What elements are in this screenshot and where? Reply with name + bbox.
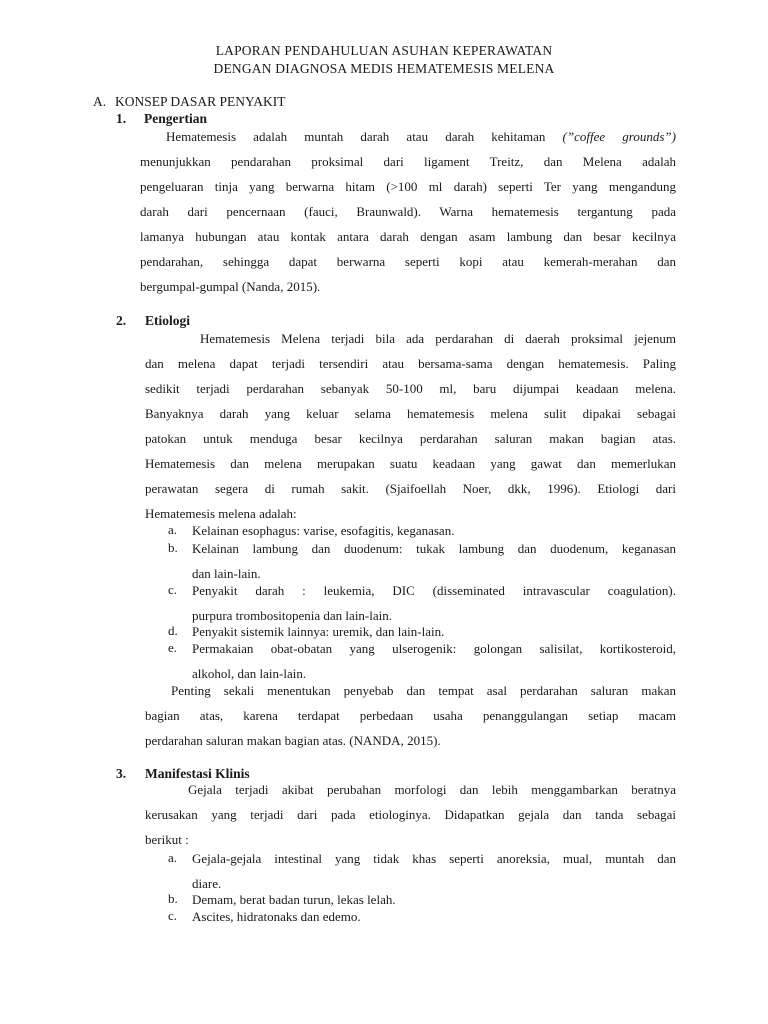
list-item-text: Kelainan lambung dan duodenum: tukak lambung dan duodenum, keganasan [192, 541, 676, 556]
etiologi-line-1: Hematemesis Melena terjadi bila ada perdarahan di daerah proksimal jejenum [200, 331, 676, 346]
list-item [168, 582, 676, 622]
subsection-2-title: Etiologi [145, 313, 191, 328]
list-item [168, 540, 676, 580]
list-item-text: Ascites, hidratonaks dan edemo. [192, 909, 361, 924]
list-item [168, 850, 676, 890]
etiologi-line-4: Banyaknya darah yang keluar selama hematemesis melena sulit dipakai sebagai [145, 406, 676, 421]
list-item [168, 522, 676, 542]
pengertian-line-3: pengeluaran tinja yang berwarna hitam (>100 ml darah) seperti Ter yang mengandung [140, 179, 676, 194]
list-item [168, 640, 676, 680]
etiologi-line-7: perawatan segera di rumah sakit. (Sjaifoellah Noer, dkk, 1996). Etiologi dari [145, 481, 676, 496]
subsection-1-number: 1. [116, 111, 127, 126]
list-item-marker: a. [168, 522, 178, 537]
etiologi-paragraph [145, 330, 676, 530]
section-a-label: A. [93, 94, 107, 109]
closing-line-2: bagian atas, karena terdapat perbedaan usaha penanggulangan setiap macam [145, 708, 676, 723]
pengertian-line-2: menunjukkan pendarahan proksimal dari ligament Treitz, dan Melena adalah [140, 154, 676, 169]
etiologi-line-6: Hematemesis dan melena merupakan suatu keadaan yang gawat dan memerlukan [145, 456, 676, 471]
closing-line-1: Penting sekali menentukan penyebab dan tempat asal perdarahan saluran makan [171, 683, 676, 698]
list-item-text: Gejala-gejala intestinal yang tidak khas seperti anoreksia, mual, muntah dan [192, 851, 676, 866]
pengertian-line-1: Hematemesis adalah muntah darah atau darah kehitaman (”coffee grounds”) [166, 129, 676, 144]
list-item-marker: b. [168, 540, 178, 555]
section-a-heading [93, 94, 286, 110]
subsection-3-number: 3. [116, 766, 127, 781]
list-item-text: Kelainan esophagus: varise, esofagitis, keganasan. [192, 523, 455, 538]
document-title-line-2: DENGAN DIAGNOSA MEDIS HEMATEMESIS MELENA [213, 61, 555, 76]
list-item-text-cont: diare. [192, 876, 222, 891]
coffee-grounds-term: (”coffee grounds”) [562, 129, 676, 144]
pengertian-line-6: pendarahan, sehingga dapat berwarna seperti kopi atau kemerah-merahan dan [140, 254, 676, 269]
list-item-marker: c. [168, 582, 178, 597]
list-item-marker: e. [168, 640, 178, 655]
etiologi-line-3: sedikit terjadi perdarahan sebanyak 50-100 ml, baru dijumpai keadaan melena. [145, 381, 676, 396]
pengertian-line-4: darah dari pencernaan (fauci, Braunwald). Warna hematemesis tergantung pada [140, 204, 676, 219]
list-item-text: Demam, berat badan turun, lekas lelah. [192, 892, 396, 907]
list-item-text-cont: alkohol, dan lain-lain. [192, 666, 307, 681]
list-item-marker: a. [168, 850, 178, 865]
manifestasi-line-2: kerusakan yang terjadi dari pada etiologinya. Didapatkan gejala dan tanda sebagai [145, 807, 676, 822]
subsection-2-number: 2. [116, 313, 127, 328]
list-item [168, 908, 676, 928]
subsection-2-heading [116, 313, 416, 331]
manifestasi-line-1: Gejala terjadi akibat perubahan morfologi dan lebih menggambarkan beratnya [188, 782, 676, 797]
etiologi-line-5: patokan untuk menduga besar kecilnya perdarahan saluran makan bagian atas. [145, 431, 676, 446]
pengertian-line-7: bergumpal-gumpal (Nanda, 2015). [140, 279, 321, 294]
manifestasi-line-3: berikut : [145, 832, 189, 847]
etiologi-line-8: Hematemesis melena adalah: [145, 506, 297, 521]
list-item-marker: b. [168, 891, 178, 906]
section-a-title: KONSEP DASAR PENYAKIT [115, 94, 286, 109]
subsection-3-title: Manifestasi Klinis [145, 766, 250, 781]
pengertian-paragraph [140, 128, 676, 303]
etiologi-closing-paragraph [145, 682, 676, 757]
list-item-marker: d. [168, 623, 178, 638]
subsection-1-heading [116, 111, 416, 129]
list-item-text: Permakaian obat-obatan yang ulserogenik: golongan salisilat, kortikosteroid, [192, 641, 676, 656]
list-item-text-cont: dan lain-lain. [192, 566, 261, 581]
list-item-marker: c. [168, 908, 178, 923]
list-item-text: Penyakit sistemik lainnya: uremik, dan lain-lain. [192, 624, 445, 639]
subsection-1-title: Pengertian [144, 111, 207, 126]
etiologi-line-2: dan melena dapat terjadi tersendiri atau bersama-sama dengan hematemesis. Paling [145, 356, 676, 371]
document-title-line-1: LAPORAN PENDAHULUAN ASUHAN KEPERAWATAN [215, 43, 553, 58]
closing-line-3: perdarahan saluran makan bagian atas. (NANDA, 2015). [145, 733, 441, 748]
list-item-text: Penyakit darah : leukemia, DIC (disseminated intravascular coagulation). [192, 583, 676, 598]
pengertian-line-5: lamanya hubungan atau kontak antara darah dengan asam lambung dan besar kecilnya [140, 229, 676, 244]
list-item-text-cont: purpura trombositopenia dan lain-lain. [192, 608, 393, 623]
manifestasi-paragraph [145, 781, 676, 856]
